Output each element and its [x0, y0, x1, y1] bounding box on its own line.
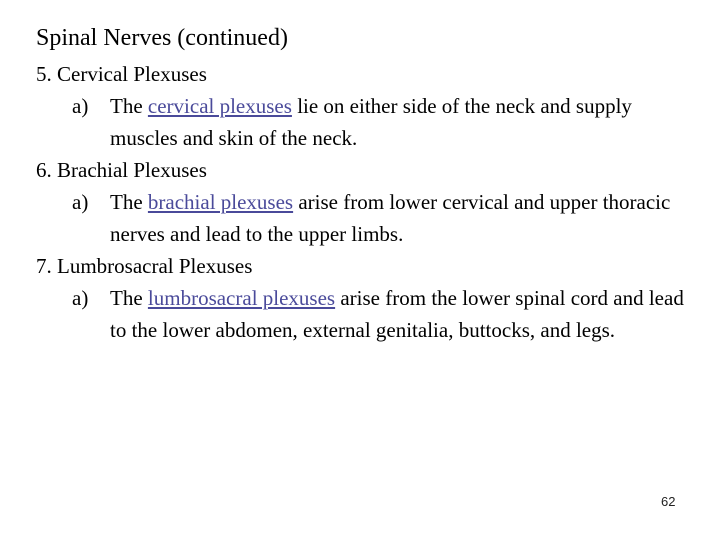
sub-item-suffix: lie on either side of the neck and supply muscles and skin of the neck.: [110, 94, 632, 150]
sub-item-marker: a): [72, 190, 89, 214]
page-number: 62: [661, 494, 676, 509]
slide-title: Spinal Nerves (continued): [36, 25, 288, 51]
item-heading: 6. Brachial Plexuses: [36, 158, 207, 182]
sub-item-text: [110, 282, 696, 346]
sub-item-suffix: arise from the lower spinal cord and lead to the lower abdomen, external genitalia, buttocks, and legs.: [110, 286, 684, 342]
item-heading: 7. Lumbrosacral Plexuses: [36, 254, 253, 278]
slide-content: [36, 58, 696, 346]
sub-item: [36, 282, 696, 346]
list-item-brachial: [36, 154, 696, 250]
term-link-cervical-plexuses[interactable]: cervical plexuses: [147, 94, 292, 118]
list-item-lumbrosacral: [36, 250, 696, 346]
sub-item-prefix: The: [110, 286, 148, 310]
sub-item-suffix: arise from lower cervical and upper thoracic nerves and lead to the upper limbs.: [110, 190, 671, 246]
sub-item-text: [110, 186, 696, 250]
sub-item-marker: a): [72, 94, 89, 118]
term-link-brachial-plexuses[interactable]: brachial plexuses: [147, 190, 294, 214]
term-link-lumbrosacral-plexuses[interactable]: lumbrosacral plexuses: [147, 286, 336, 310]
sub-item-text: [110, 90, 696, 154]
sub-item-marker: a): [72, 286, 89, 310]
list-item-cervical: [36, 58, 696, 154]
sub-item-prefix: The: [110, 190, 148, 214]
item-heading: 5. Cervical Plexuses: [36, 62, 207, 86]
sub-item: [36, 186, 696, 250]
sub-item-prefix: The: [110, 94, 148, 118]
sub-item: [36, 90, 696, 154]
